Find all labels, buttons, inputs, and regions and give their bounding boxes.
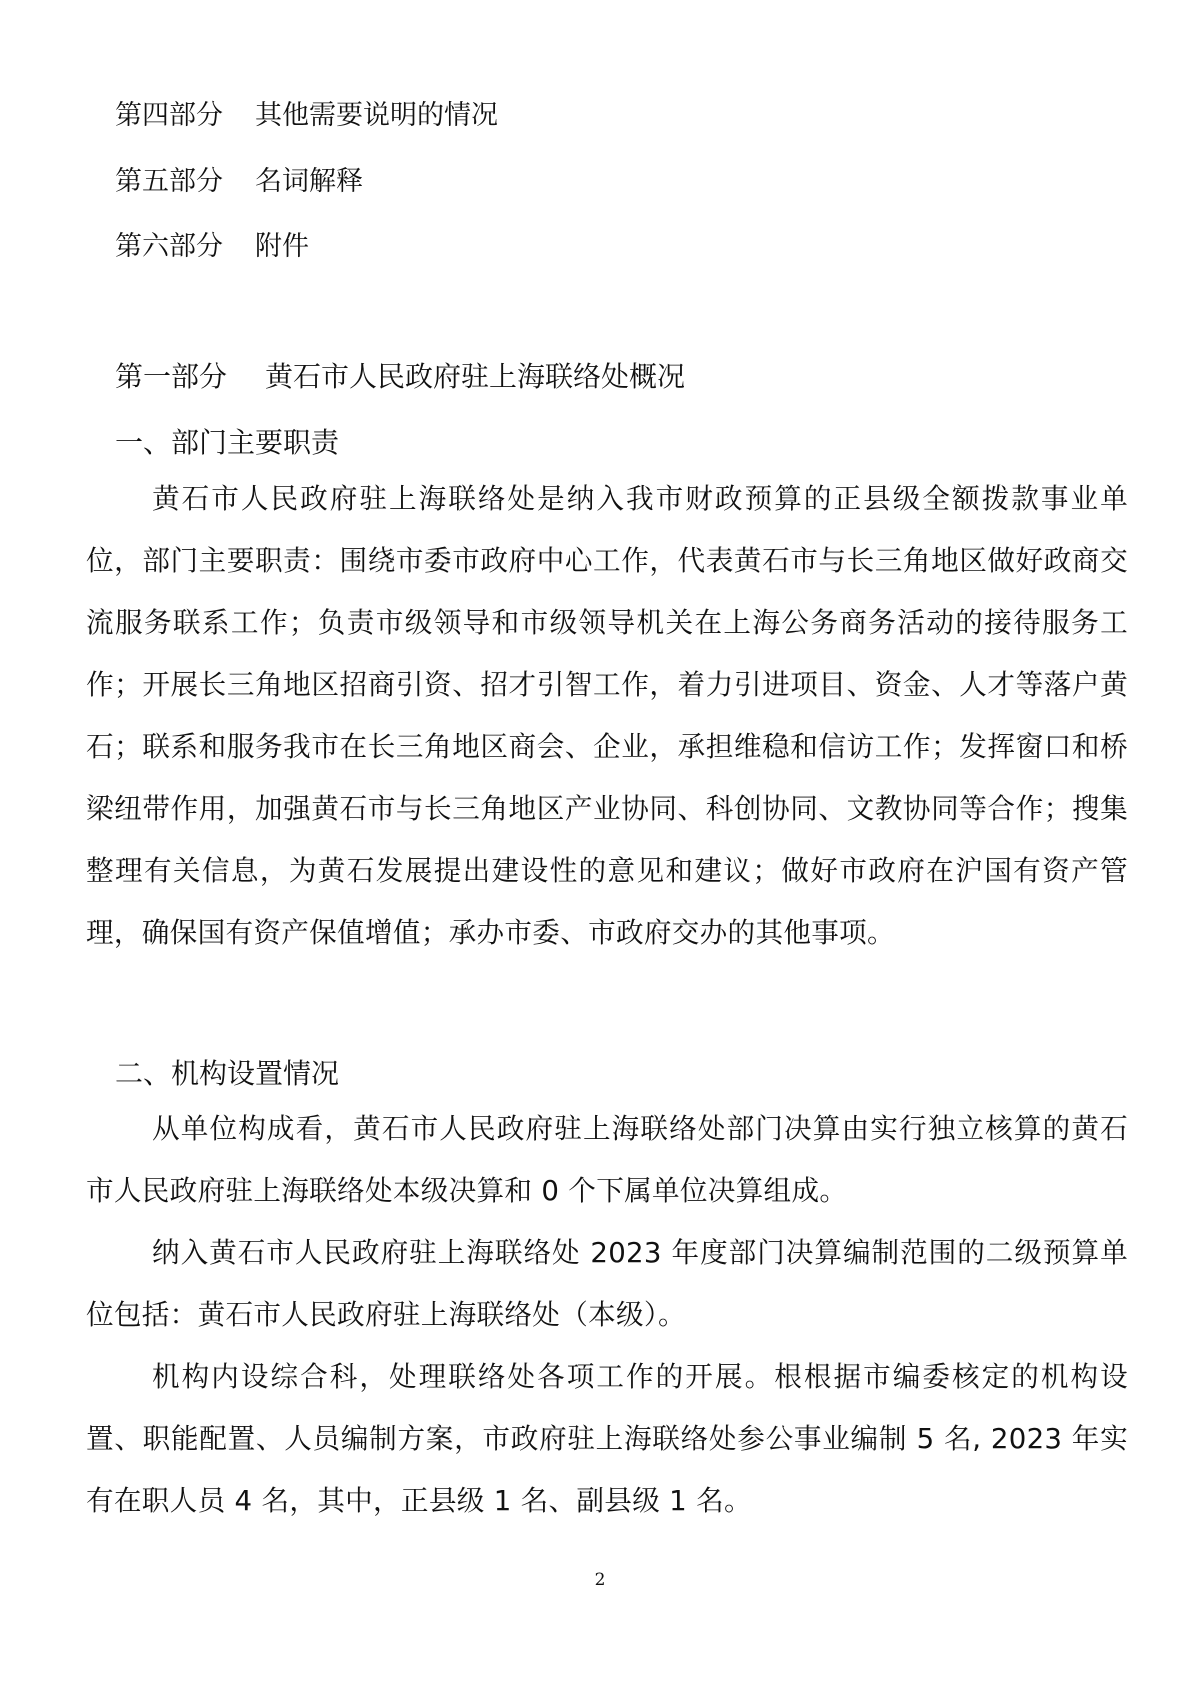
section-heading-organization: 二、机构设置情况 bbox=[115, 1057, 340, 1090]
toc-part-title: 附件 bbox=[255, 231, 309, 262]
part-one-heading: 黄石市人民政府驻上海联络处概况 bbox=[265, 360, 686, 393]
organization-paragraph-3: 机构内设综合科，处理联络处各项工作的开展。根根据市编委核定的机构设置、职能配置、人员编制方案，市政府驻上海联络处参公事业编制 5 名, 2023 年实有在职人员 4 名，其中，正县级 1 名、副县级 1 名。 bbox=[86, 1360, 1128, 1517]
toc-part-title: 名词解释 bbox=[255, 166, 363, 197]
part-one-title bbox=[115, 358, 685, 396]
page-number: 2 bbox=[594, 1570, 606, 1590]
toc-item-part-six bbox=[115, 229, 309, 265]
toc-item-part-four bbox=[115, 98, 498, 134]
toc-part-title: 其他需要说明的情况 bbox=[255, 100, 498, 131]
main-duties-paragraph: 黄石市人民政府驻上海联络处是纳入我市财政预算的正县级全额拨款事业单位，部门主要职责：围绕市委市政府中心工作，代表黄石市与长三角地区做好政商交流服务联系工作；负责市级领导和市级领导机关在上海公务商务活动的接待服务工作；开展长三角地区招商引资、招才引智工作，着力引进项目、资金、人才等落户黄石；联系和服务我市在长三角地区商会、企业，承担维稳和信访工作；发挥窗口和桥梁纽带作用，加强黄石市与长三角地区产业协同、科创协同、文教协同等合作；搜集整理有关信息，为黄石发展提出建设性的意见和建议；做好市政府在沪国有资产管理，确保国有资产保值增值；承办市委、市政府交办的其他事项。 bbox=[86, 482, 1128, 949]
section-heading-main-duties: 一、部门主要职责 bbox=[115, 426, 340, 459]
toc-part-label: 第四部分 bbox=[115, 100, 223, 131]
toc-part-label: 第六部分 bbox=[115, 231, 223, 262]
organization-paragraph-2: 纳入黄石市人民政府驻上海联络处 2023 年度部门决算编制范围的二级预算单位包括：黄石市人民政府驻上海联络处（本级）。 bbox=[86, 1236, 1128, 1331]
part-one-label: 第一部分 bbox=[115, 360, 228, 393]
toc-item-part-five bbox=[115, 164, 363, 200]
toc-part-label: 第五部分 bbox=[115, 166, 223, 197]
organization-paragraph-1: 从单位构成看，黄石市人民政府驻上海联络处部门决算由实行独立核算的黄石市人民政府驻上海联络处本级决算和 0 个下属单位决算组成。 bbox=[86, 1112, 1128, 1207]
